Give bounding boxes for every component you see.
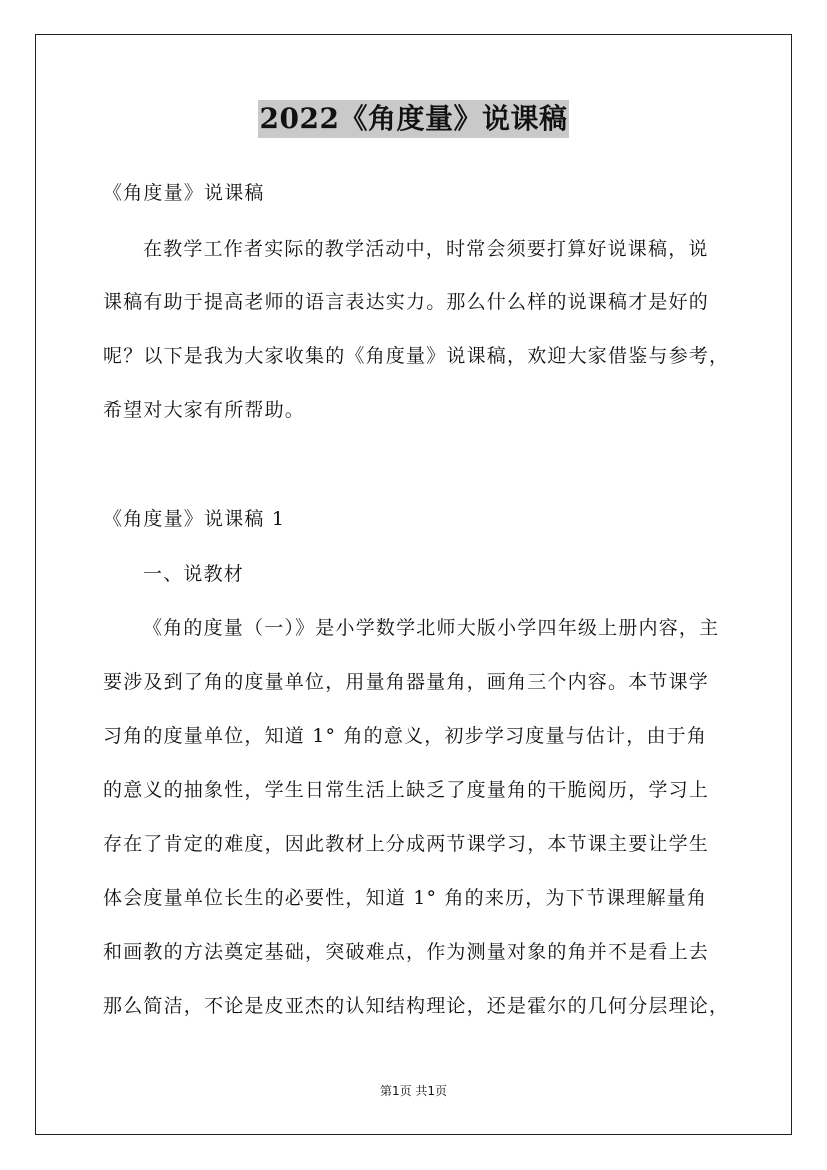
body-line-6: 体会度量单位长生的必要性，知道 1° 角的来历，为下节课理解量角 — [103, 887, 708, 909]
body-line-3: 习角的度量单位，知道 1° 角的意义，初步学习度量与估计，由于角 — [103, 725, 708, 747]
page-footer: 第1页 共1页 — [379, 1084, 448, 1098]
body-line-2: 要涉及到了角的度量单位，用量角器量角，画角三个内容。本节课学 — [103, 671, 710, 693]
body-line-4: 的意义的抽象性，学生日常生活上缺乏了度量角的干脆阅历，学习上 — [103, 779, 710, 801]
body-line-7: 和画教的方法奠定基础，突破难点，作为测量对象的角并不是看上去 — [103, 941, 710, 963]
document-subtitle: 《角度量》说课稿 — [103, 182, 265, 204]
section-heading: 一、说教材 — [143, 563, 245, 585]
title-container — [0, 100, 827, 138]
intro-line-3: 呢？以下是我为大家收集的《角度量》说课稿，欢迎大家借鉴与参考， — [103, 345, 730, 367]
intro-line-4: 希望对大家有所帮助。 — [103, 399, 306, 421]
intro-line-2: 课稿有助于提高老师的语言表达实力。那么什么样的说课稿才是好的 — [103, 291, 710, 313]
body-line-8: 那么简洁，不论是皮亚杰的认知结构理论，还是霍尔的几何分层理论， — [103, 995, 730, 1017]
intro-line-1: 在教学工作者实际的教学活动中，时常会须要打算好说课稿，说 — [143, 238, 709, 260]
body-line-5: 存在了肯定的难度，因此教材上分成两节课学习，本节课主要让学生 — [103, 833, 710, 855]
body-line-1: 《角的度量（一）》是小学数学北师大版小学四年级上册内容，主 — [143, 617, 720, 639]
document-title: 2022《角度量》说课稿 — [258, 100, 570, 138]
section-title: 《角度量》说课稿 1 — [103, 508, 286, 530]
